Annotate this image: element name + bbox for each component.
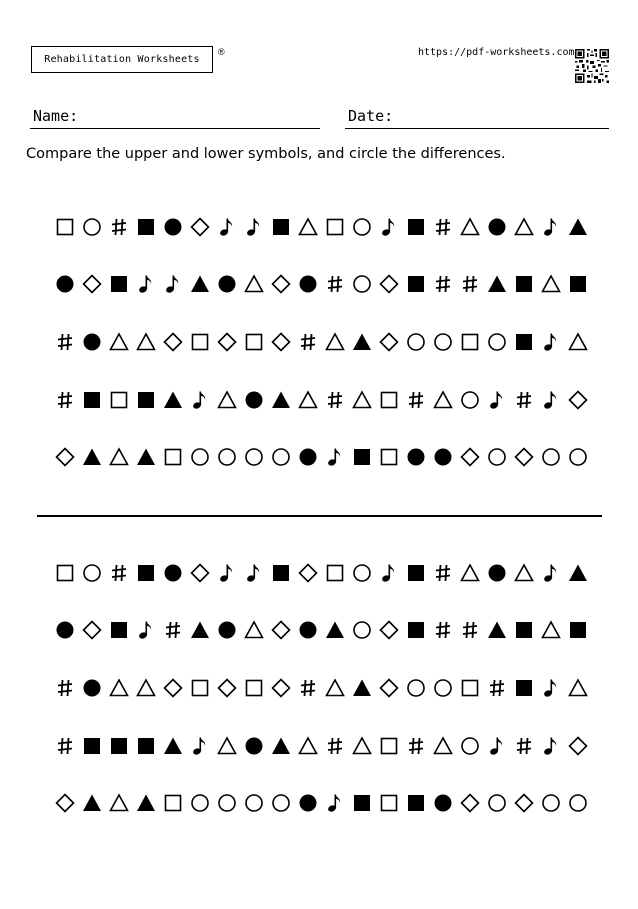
white-diamond-icon[interactable]: [378, 331, 400, 353]
sharp-sign-icon[interactable]: [324, 389, 346, 411]
white-square-icon[interactable]: [243, 677, 265, 699]
black-square-icon[interactable]: [108, 273, 130, 295]
black-square-icon[interactable]: [135, 216, 157, 238]
white-triangle-icon[interactable]: [351, 389, 373, 411]
black-circle-icon[interactable]: [297, 792, 319, 814]
black-circle-icon[interactable]: [162, 562, 184, 584]
white-square-icon[interactable]: [459, 677, 481, 699]
sharp-sign-icon[interactable]: [108, 562, 130, 584]
eighth-note-icon[interactable]: [486, 735, 508, 757]
white-triangle-icon[interactable]: [108, 331, 130, 353]
upper-symbol-row: [54, 216, 594, 238]
black-circle-icon[interactable]: [162, 216, 184, 238]
white-circle-icon[interactable]: [459, 735, 481, 757]
black-square-icon[interactable]: [351, 792, 373, 814]
eighth-note-icon[interactable]: [216, 216, 238, 238]
black-circle-icon[interactable]: [432, 792, 454, 814]
sharp-sign-icon[interactable]: [405, 389, 427, 411]
white-square-icon[interactable]: [189, 331, 211, 353]
sharp-sign-icon[interactable]: [432, 562, 454, 584]
lower-symbol-row: [54, 619, 594, 641]
white-diamond-icon[interactable]: [270, 331, 292, 353]
white-square-icon[interactable]: [459, 331, 481, 353]
black-square-icon[interactable]: [81, 389, 103, 411]
white-circle-icon[interactable]: [270, 446, 292, 468]
white-triangle-icon[interactable]: [459, 562, 481, 584]
eighth-note-icon[interactable]: [189, 389, 211, 411]
eighth-note-icon[interactable]: [540, 562, 562, 584]
black-circle-icon[interactable]: [297, 619, 319, 641]
white-circle-icon[interactable]: [432, 331, 454, 353]
name-label: Name:: [33, 107, 79, 125]
white-triangle-icon[interactable]: [216, 735, 238, 757]
black-circle-icon[interactable]: [216, 273, 238, 295]
white-circle-icon[interactable]: [459, 389, 481, 411]
white-circle-icon[interactable]: [567, 792, 589, 814]
black-square-icon[interactable]: [405, 562, 427, 584]
white-square-icon[interactable]: [54, 562, 76, 584]
lower-symbol-row: [54, 735, 594, 757]
black-triangle-icon[interactable]: [567, 562, 589, 584]
sharp-sign-icon[interactable]: [405, 735, 427, 757]
qr-code-icon: [575, 49, 609, 83]
white-circle-icon[interactable]: [81, 216, 103, 238]
black-circle-icon[interactable]: [81, 331, 103, 353]
black-circle-icon[interactable]: [297, 446, 319, 468]
white-square-icon[interactable]: [54, 216, 76, 238]
white-diamond-icon[interactable]: [270, 619, 292, 641]
white-square-icon[interactable]: [378, 446, 400, 468]
white-diamond-icon[interactable]: [567, 389, 589, 411]
black-circle-icon[interactable]: [54, 273, 76, 295]
white-circle-icon[interactable]: [351, 273, 373, 295]
white-triangle-icon[interactable]: [216, 389, 238, 411]
sharp-sign-icon[interactable]: [54, 677, 76, 699]
white-triangle-icon[interactable]: [108, 677, 130, 699]
eighth-note-icon[interactable]: [189, 735, 211, 757]
black-circle-icon[interactable]: [54, 619, 76, 641]
white-circle-icon[interactable]: [351, 562, 373, 584]
eighth-note-icon[interactable]: [243, 562, 265, 584]
white-square-icon[interactable]: [162, 792, 184, 814]
sharp-sign-icon[interactable]: [54, 331, 76, 353]
black-circle-icon[interactable]: [297, 273, 319, 295]
white-circle-icon[interactable]: [216, 792, 238, 814]
black-square-icon[interactable]: [405, 792, 427, 814]
white-circle-icon[interactable]: [540, 792, 562, 814]
black-square-icon[interactable]: [351, 446, 373, 468]
white-diamond-icon[interactable]: [189, 216, 211, 238]
white-square-icon[interactable]: [324, 562, 346, 584]
white-triangle-icon[interactable]: [297, 389, 319, 411]
black-square-icon[interactable]: [567, 619, 589, 641]
white-triangle-icon[interactable]: [108, 446, 130, 468]
black-square-icon[interactable]: [567, 273, 589, 295]
black-square-icon[interactable]: [81, 735, 103, 757]
white-circle-icon[interactable]: [351, 216, 373, 238]
sharp-sign-icon[interactable]: [108, 216, 130, 238]
upper-symbol-row: [54, 389, 594, 411]
eighth-note-icon[interactable]: [540, 216, 562, 238]
eighth-note-icon[interactable]: [243, 216, 265, 238]
eighth-note-icon[interactable]: [135, 273, 157, 295]
sharp-sign-icon[interactable]: [54, 735, 76, 757]
sharp-sign-icon[interactable]: [324, 273, 346, 295]
sharp-sign-icon[interactable]: [486, 677, 508, 699]
sharp-sign-icon[interactable]: [432, 273, 454, 295]
upper-symbol-row: [54, 273, 594, 295]
eighth-note-icon[interactable]: [540, 677, 562, 699]
white-square-icon[interactable]: [108, 389, 130, 411]
white-circle-icon[interactable]: [243, 792, 265, 814]
black-triangle-icon[interactable]: [486, 273, 508, 295]
instructions-text: Compare the upper and lower symbols, and circle the differences.: [26, 146, 506, 162]
white-triangle-icon[interactable]: [243, 619, 265, 641]
sharp-sign-icon[interactable]: [459, 273, 481, 295]
white-circle-icon[interactable]: [486, 446, 508, 468]
white-diamond-icon[interactable]: [459, 792, 481, 814]
black-square-icon[interactable]: [405, 216, 427, 238]
white-circle-icon[interactable]: [486, 792, 508, 814]
white-diamond-icon[interactable]: [54, 792, 76, 814]
white-diamond-icon[interactable]: [81, 273, 103, 295]
black-circle-icon[interactable]: [486, 562, 508, 584]
white-diamond-icon[interactable]: [216, 677, 238, 699]
white-circle-icon[interactable]: [351, 619, 373, 641]
lower-symbol-row: [54, 677, 594, 699]
eighth-note-icon[interactable]: [378, 562, 400, 584]
lower-symbol-row: [54, 792, 594, 814]
registered-mark: ®: [218, 47, 225, 57]
eighth-note-icon[interactable]: [135, 619, 157, 641]
eighth-note-icon[interactable]: [324, 792, 346, 814]
white-square-icon[interactable]: [162, 446, 184, 468]
white-triangle-icon[interactable]: [243, 273, 265, 295]
black-circle-icon[interactable]: [486, 216, 508, 238]
black-triangle-icon[interactable]: [486, 619, 508, 641]
white-triangle-icon[interactable]: [540, 273, 562, 295]
white-circle-icon[interactable]: [189, 446, 211, 468]
white-circle-icon[interactable]: [243, 446, 265, 468]
section-divider: [37, 515, 602, 517]
white-circle-icon[interactable]: [81, 562, 103, 584]
black-triangle-icon[interactable]: [567, 216, 589, 238]
white-diamond-icon[interactable]: [270, 273, 292, 295]
white-circle-icon[interactable]: [540, 446, 562, 468]
black-triangle-icon[interactable]: [270, 735, 292, 757]
white-triangle-icon[interactable]: [297, 216, 319, 238]
black-square-icon[interactable]: [513, 331, 535, 353]
sharp-sign-icon[interactable]: [459, 619, 481, 641]
white-diamond-icon[interactable]: [270, 677, 292, 699]
website-url[interactable]: https://pdf-worksheets.com: [418, 47, 575, 58]
eighth-note-icon[interactable]: [378, 216, 400, 238]
white-diamond-icon[interactable]: [459, 446, 481, 468]
white-circle-icon[interactable]: [405, 677, 427, 699]
white-diamond-icon[interactable]: [54, 446, 76, 468]
black-triangle-icon[interactable]: [162, 389, 184, 411]
date-label: Date:: [348, 107, 394, 125]
white-square-icon[interactable]: [189, 677, 211, 699]
upper-symbol-row: [54, 446, 594, 468]
white-circle-icon[interactable]: [189, 792, 211, 814]
white-circle-icon[interactable]: [405, 331, 427, 353]
sharp-sign-icon[interactable]: [513, 389, 535, 411]
white-diamond-icon[interactable]: [189, 562, 211, 584]
sharp-sign-icon[interactable]: [432, 216, 454, 238]
eighth-note-icon[interactable]: [540, 735, 562, 757]
white-circle-icon[interactable]: [567, 446, 589, 468]
white-triangle-icon[interactable]: [540, 619, 562, 641]
white-square-icon[interactable]: [324, 216, 346, 238]
black-square-icon[interactable]: [108, 619, 130, 641]
white-triangle-icon[interactable]: [108, 792, 130, 814]
white-diamond-icon[interactable]: [162, 677, 184, 699]
black-circle-icon[interactable]: [243, 389, 265, 411]
black-circle-icon[interactable]: [243, 735, 265, 757]
name-field[interactable]: [30, 128, 320, 129]
white-circle-icon[interactable]: [216, 446, 238, 468]
white-diamond-icon[interactable]: [162, 331, 184, 353]
black-square-icon[interactable]: [513, 273, 535, 295]
sharp-sign-icon[interactable]: [162, 619, 184, 641]
white-diamond-icon[interactable]: [513, 792, 535, 814]
black-square-icon[interactable]: [513, 619, 535, 641]
black-triangle-icon[interactable]: [351, 331, 373, 353]
eighth-note-icon[interactable]: [540, 331, 562, 353]
worksheet-title: Rehabilitation Worksheets: [44, 54, 200, 65]
black-triangle-icon[interactable]: [81, 446, 103, 468]
eighth-note-icon[interactable]: [216, 562, 238, 584]
black-circle-icon[interactable]: [216, 619, 238, 641]
black-square-icon[interactable]: [135, 735, 157, 757]
sharp-sign-icon[interactable]: [54, 389, 76, 411]
black-triangle-icon[interactable]: [81, 792, 103, 814]
black-square-icon[interactable]: [270, 216, 292, 238]
white-circle-icon[interactable]: [432, 677, 454, 699]
lower-symbol-row: [54, 562, 594, 584]
black-triangle-icon[interactable]: [189, 273, 211, 295]
eighth-note-icon[interactable]: [486, 389, 508, 411]
black-triangle-icon[interactable]: [135, 792, 157, 814]
black-square-icon[interactable]: [108, 735, 130, 757]
white-triangle-icon[interactable]: [297, 735, 319, 757]
white-diamond-icon[interactable]: [378, 677, 400, 699]
white-triangle-icon[interactable]: [513, 216, 535, 238]
black-triangle-icon[interactable]: [270, 389, 292, 411]
white-square-icon[interactable]: [378, 735, 400, 757]
black-triangle-icon[interactable]: [351, 677, 373, 699]
white-triangle-icon[interactable]: [432, 389, 454, 411]
white-triangle-icon[interactable]: [567, 331, 589, 353]
sharp-sign-icon[interactable]: [324, 735, 346, 757]
white-triangle-icon[interactable]: [513, 562, 535, 584]
white-triangle-icon[interactable]: [351, 735, 373, 757]
black-circle-icon[interactable]: [405, 446, 427, 468]
white-diamond-icon[interactable]: [297, 562, 319, 584]
white-triangle-icon[interactable]: [567, 677, 589, 699]
black-square-icon[interactable]: [135, 562, 157, 584]
white-circle-icon[interactable]: [270, 792, 292, 814]
black-square-icon[interactable]: [405, 619, 427, 641]
white-triangle-icon[interactable]: [324, 677, 346, 699]
eighth-note-icon[interactable]: [162, 273, 184, 295]
white-triangle-icon[interactable]: [135, 331, 157, 353]
black-square-icon[interactable]: [270, 562, 292, 584]
sharp-sign-icon[interactable]: [297, 331, 319, 353]
white-diamond-icon[interactable]: [378, 273, 400, 295]
black-triangle-icon[interactable]: [162, 735, 184, 757]
white-circle-icon[interactable]: [486, 331, 508, 353]
black-triangle-icon[interactable]: [189, 619, 211, 641]
white-triangle-icon[interactable]: [324, 331, 346, 353]
white-diamond-icon[interactable]: [378, 619, 400, 641]
upper-symbol-row: [54, 331, 594, 353]
black-triangle-icon[interactable]: [135, 446, 157, 468]
white-square-icon[interactable]: [378, 792, 400, 814]
black-circle-icon[interactable]: [432, 446, 454, 468]
worksheet-title-box: [31, 46, 213, 73]
date-field[interactable]: [345, 128, 609, 129]
white-diamond-icon[interactable]: [567, 735, 589, 757]
white-diamond-icon[interactable]: [216, 331, 238, 353]
sharp-sign-icon[interactable]: [297, 677, 319, 699]
white-square-icon[interactable]: [378, 389, 400, 411]
white-square-icon[interactable]: [243, 331, 265, 353]
sharp-sign-icon[interactable]: [513, 735, 535, 757]
sharp-sign-icon[interactable]: [432, 619, 454, 641]
black-triangle-icon[interactable]: [324, 619, 346, 641]
black-circle-icon[interactable]: [81, 677, 103, 699]
white-triangle-icon[interactable]: [135, 677, 157, 699]
white-triangle-icon[interactable]: [459, 216, 481, 238]
eighth-note-icon[interactable]: [324, 446, 346, 468]
white-triangle-icon[interactable]: [432, 735, 454, 757]
white-diamond-icon[interactable]: [513, 446, 535, 468]
white-diamond-icon[interactable]: [81, 619, 103, 641]
black-square-icon[interactable]: [135, 389, 157, 411]
eighth-note-icon[interactable]: [540, 389, 562, 411]
black-square-icon[interactable]: [513, 677, 535, 699]
black-square-icon[interactable]: [405, 273, 427, 295]
